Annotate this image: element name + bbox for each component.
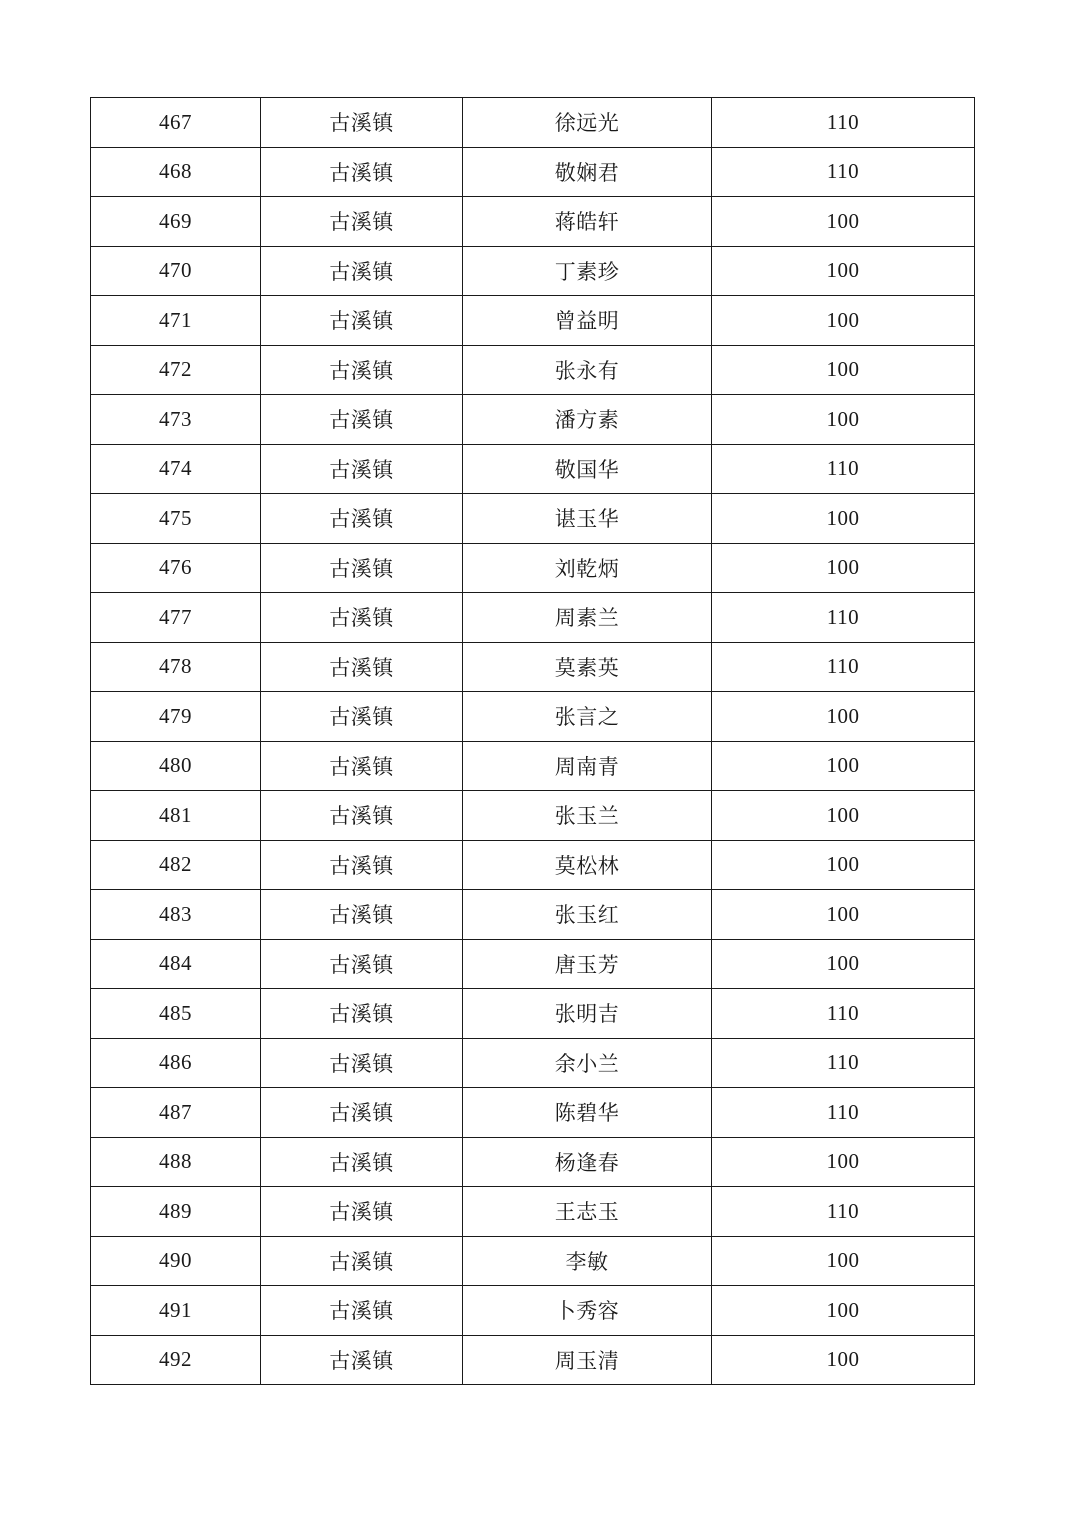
table-row bbox=[91, 1038, 975, 1088]
table-row bbox=[91, 1335, 975, 1385]
table-row bbox=[91, 494, 975, 544]
row-number-cell: 477 bbox=[91, 593, 261, 643]
town-cell: 古溪镇 bbox=[261, 296, 463, 346]
person-name-cell: 谌玉华 bbox=[463, 494, 712, 544]
amount-cell: 100 bbox=[712, 791, 975, 841]
town-cell: 古溪镇 bbox=[261, 197, 463, 247]
table-row bbox=[91, 692, 975, 742]
amount-cell: 110 bbox=[712, 444, 975, 494]
person-name-cell: 卜秀容 bbox=[463, 1286, 712, 1336]
amount-cell: 100 bbox=[712, 840, 975, 890]
row-number-cell: 475 bbox=[91, 494, 261, 544]
row-number-cell: 488 bbox=[91, 1137, 261, 1187]
town-cell: 古溪镇 bbox=[261, 1038, 463, 1088]
person-name-cell: 莫松林 bbox=[463, 840, 712, 890]
person-name-cell: 张永有 bbox=[463, 345, 712, 395]
table-row bbox=[91, 840, 975, 890]
person-name-cell: 余小兰 bbox=[463, 1038, 712, 1088]
row-number-cell: 473 bbox=[91, 395, 261, 445]
person-name-cell: 周素兰 bbox=[463, 593, 712, 643]
town-cell: 古溪镇 bbox=[261, 989, 463, 1039]
town-cell: 古溪镇 bbox=[261, 840, 463, 890]
row-number-cell: 479 bbox=[91, 692, 261, 742]
row-number-cell: 484 bbox=[91, 939, 261, 989]
table-body bbox=[91, 98, 975, 1385]
person-name-cell: 潘方素 bbox=[463, 395, 712, 445]
town-cell: 古溪镇 bbox=[261, 642, 463, 692]
town-cell: 古溪镇 bbox=[261, 1286, 463, 1336]
row-number-cell: 492 bbox=[91, 1335, 261, 1385]
person-name-cell: 张明吉 bbox=[463, 989, 712, 1039]
row-number-cell: 472 bbox=[91, 345, 261, 395]
amount-cell: 100 bbox=[712, 1335, 975, 1385]
table-row bbox=[91, 593, 975, 643]
person-name-cell: 周南青 bbox=[463, 741, 712, 791]
row-number-cell: 480 bbox=[91, 741, 261, 791]
row-number-cell: 490 bbox=[91, 1236, 261, 1286]
table-row bbox=[91, 1088, 975, 1138]
amount-cell: 100 bbox=[712, 692, 975, 742]
amount-cell: 110 bbox=[712, 1088, 975, 1138]
town-cell: 古溪镇 bbox=[261, 1236, 463, 1286]
amount-cell: 110 bbox=[712, 1038, 975, 1088]
amount-cell: 100 bbox=[712, 494, 975, 544]
amount-cell: 100 bbox=[712, 296, 975, 346]
table-row bbox=[91, 345, 975, 395]
person-name-cell: 张言之 bbox=[463, 692, 712, 742]
person-name-cell: 王志玉 bbox=[463, 1187, 712, 1237]
person-name-cell: 李敏 bbox=[463, 1236, 712, 1286]
row-number-cell: 471 bbox=[91, 296, 261, 346]
amount-cell: 100 bbox=[712, 1137, 975, 1187]
amount-cell: 100 bbox=[712, 890, 975, 940]
table-row bbox=[91, 791, 975, 841]
table-row bbox=[91, 197, 975, 247]
town-cell: 古溪镇 bbox=[261, 741, 463, 791]
table-row bbox=[91, 98, 975, 148]
person-name-cell: 敬国华 bbox=[463, 444, 712, 494]
table-row bbox=[91, 989, 975, 1039]
row-number-cell: 491 bbox=[91, 1286, 261, 1336]
town-cell: 古溪镇 bbox=[261, 1088, 463, 1138]
amount-cell: 110 bbox=[712, 989, 975, 1039]
amount-cell: 110 bbox=[712, 147, 975, 197]
person-name-cell: 蒋皓轩 bbox=[463, 197, 712, 247]
amount-cell: 110 bbox=[712, 593, 975, 643]
amount-cell: 100 bbox=[712, 939, 975, 989]
row-number-cell: 489 bbox=[91, 1187, 261, 1237]
town-cell: 古溪镇 bbox=[261, 98, 463, 148]
town-cell: 古溪镇 bbox=[261, 1137, 463, 1187]
table-row bbox=[91, 395, 975, 445]
row-number-cell: 470 bbox=[91, 246, 261, 296]
person-name-cell: 张玉兰 bbox=[463, 791, 712, 841]
table-row bbox=[91, 147, 975, 197]
amount-cell: 110 bbox=[712, 98, 975, 148]
row-number-cell: 482 bbox=[91, 840, 261, 890]
table-row bbox=[91, 1286, 975, 1336]
amount-cell: 100 bbox=[712, 345, 975, 395]
town-cell: 古溪镇 bbox=[261, 395, 463, 445]
amount-cell: 100 bbox=[712, 246, 975, 296]
row-number-cell: 487 bbox=[91, 1088, 261, 1138]
amount-cell: 100 bbox=[712, 197, 975, 247]
row-number-cell: 481 bbox=[91, 791, 261, 841]
table-row bbox=[91, 741, 975, 791]
row-number-cell: 486 bbox=[91, 1038, 261, 1088]
row-number-cell: 467 bbox=[91, 98, 261, 148]
town-cell: 古溪镇 bbox=[261, 494, 463, 544]
town-cell: 古溪镇 bbox=[261, 692, 463, 742]
row-number-cell: 476 bbox=[91, 543, 261, 593]
amount-cell: 110 bbox=[712, 642, 975, 692]
town-cell: 古溪镇 bbox=[261, 939, 463, 989]
table-row bbox=[91, 642, 975, 692]
row-number-cell: 468 bbox=[91, 147, 261, 197]
table-row bbox=[91, 296, 975, 346]
amount-cell: 100 bbox=[712, 543, 975, 593]
town-cell: 古溪镇 bbox=[261, 791, 463, 841]
person-name-cell: 张玉红 bbox=[463, 890, 712, 940]
town-cell: 古溪镇 bbox=[261, 147, 463, 197]
town-cell: 古溪镇 bbox=[261, 1187, 463, 1237]
person-name-cell: 敬娴君 bbox=[463, 147, 712, 197]
table-row bbox=[91, 1187, 975, 1237]
amount-cell: 100 bbox=[712, 395, 975, 445]
amount-cell: 110 bbox=[712, 1187, 975, 1237]
amount-cell: 100 bbox=[712, 1286, 975, 1336]
amount-cell: 100 bbox=[712, 1236, 975, 1286]
table-row bbox=[91, 1236, 975, 1286]
row-number-cell: 474 bbox=[91, 444, 261, 494]
town-cell: 古溪镇 bbox=[261, 444, 463, 494]
town-cell: 古溪镇 bbox=[261, 246, 463, 296]
row-number-cell: 469 bbox=[91, 197, 261, 247]
row-number-cell: 478 bbox=[91, 642, 261, 692]
amount-cell: 100 bbox=[712, 741, 975, 791]
person-name-cell: 曾益明 bbox=[463, 296, 712, 346]
table-row bbox=[91, 890, 975, 940]
data-table bbox=[90, 97, 975, 1385]
person-name-cell: 杨逢春 bbox=[463, 1137, 712, 1187]
person-name-cell: 丁素珍 bbox=[463, 246, 712, 296]
table-row bbox=[91, 543, 975, 593]
person-name-cell: 徐远光 bbox=[463, 98, 712, 148]
person-name-cell: 周玉清 bbox=[463, 1335, 712, 1385]
person-name-cell: 唐玉芳 bbox=[463, 939, 712, 989]
town-cell: 古溪镇 bbox=[261, 890, 463, 940]
person-name-cell: 莫素英 bbox=[463, 642, 712, 692]
person-name-cell: 刘乾炳 bbox=[463, 543, 712, 593]
table-row bbox=[91, 939, 975, 989]
town-cell: 古溪镇 bbox=[261, 345, 463, 395]
town-cell: 古溪镇 bbox=[261, 593, 463, 643]
table-row bbox=[91, 444, 975, 494]
table-row bbox=[91, 246, 975, 296]
table-row bbox=[91, 1137, 975, 1187]
row-number-cell: 485 bbox=[91, 989, 261, 1039]
town-cell: 古溪镇 bbox=[261, 543, 463, 593]
row-number-cell: 483 bbox=[91, 890, 261, 940]
person-name-cell: 陈碧华 bbox=[463, 1088, 712, 1138]
town-cell: 古溪镇 bbox=[261, 1335, 463, 1385]
